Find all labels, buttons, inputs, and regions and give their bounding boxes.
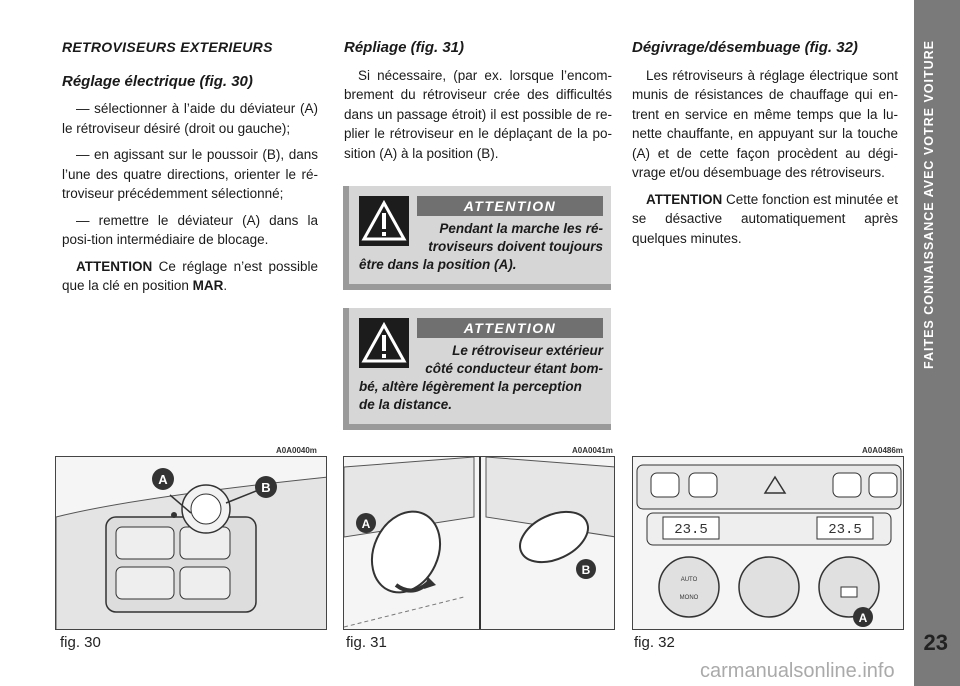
chapter-title: FAITES CONNAISSANCE AVEC VOTRE VOITURE [922,40,936,370]
callout-b: B [581,563,591,577]
warning-line: côté conducteur étant bom- [425,361,603,376]
column-2 [344,38,612,170]
figure-code: A0A0041m [572,446,613,455]
warning-line: Pendant la marche les ré- [439,221,603,236]
callout-b: B [261,480,271,495]
figure-31 [343,456,615,630]
footer-watermark: carmanualsonline.info [700,660,895,682]
figure-caption: fig. 30 [60,634,101,651]
paragraph: Si nécessaire, (par ex. lorsque l’encom-brement du rétroviseur crée des difficultés dans un passage étroit) il est possible de re-plier le rétroviseur en le déplaçant de la po-sition (A) à la position (B). [344,67,612,161]
figure-caption: fig. 32 [634,634,675,651]
warning-line: de la distance. [359,397,453,412]
rear-defrost-button [841,587,857,597]
warning-label: ATTENTION [417,318,603,338]
auto-button-label: AUTO [680,577,698,583]
attention-label: ATTENTION [646,191,723,207]
key-position: MAR [192,278,224,293]
subsection-title: Répliage (fig. 31) [344,39,465,56]
attention-label: ATTENTION [76,258,153,274]
section-title: RETROVISEURS EXTERIEURS [62,39,273,55]
temp-display-right: 23.5 [828,522,862,538]
warning-box [343,186,611,290]
climate-panel-illustration [633,457,904,630]
figure-32 [632,456,904,630]
mirror-folding-illustration [344,457,615,630]
paragraph: — sélectionner à l’aide du déviateur (A) le rétroviseur désiré (droit ou gauche); [62,101,318,136]
figure-30 [55,456,327,630]
mono-button-label: MONO [679,595,699,601]
attention-note [632,190,898,249]
warning-box [343,308,611,430]
punct: . [223,278,228,293]
chapter-sidebar [914,0,960,686]
warning-text [359,220,603,274]
paragraph: — en agissant sur le poussoir (B), dans l’une des quatre directions, orienter le ré-troviseur précédemment sélectionné; [62,147,318,201]
warning-line: être dans la position (A). [359,257,517,272]
subsection-title: Dégivrage/désembuage (fig. 32) [632,39,858,56]
warning-label: ATTENTION [417,196,603,216]
callout-a: A [158,472,168,487]
door-switch-illustration [56,457,327,630]
callout-a: A [361,517,371,531]
callout-a: A [858,611,868,625]
column-3 [632,38,898,255]
column-1 [62,38,318,303]
paragraph: — remettre le déviateur (A) dans la posi-tion intermédiaire de blocage. [62,212,318,247]
warning-line: troviseurs doivent toujours [428,239,603,254]
warning-text [359,342,603,414]
paragraph: Les rétroviseurs à réglage électrique sont munis de résistances de chauffage qui en-trent en service en même temps que la lu-nette chauffante, en appuyant sur la touche (A) et de cette façon procèdent au dégi-vrage et/ou désembuage des rétroviseurs. [632,67,898,180]
warning-line: bé, altère légèrement la perception [359,379,582,394]
attention-text: Ce réglage n’est possible que la clé en position [62,258,318,293]
attention-note [62,257,318,296]
subsection-title: Réglage électrique (fig. 30) [62,72,253,90]
temp-display-left: 23.5 [674,522,708,538]
attention-text: Cette fonction est minutée et se désactive automatiquement après quelques minutes. [632,191,898,246]
figure-caption: fig. 31 [346,634,387,651]
page-number: 23 [923,630,948,655]
warning-line: Le rétroviseur extérieur [452,343,603,358]
figure-code: A0A0040m [276,446,317,455]
figure-code: A0A0486m [862,446,903,455]
